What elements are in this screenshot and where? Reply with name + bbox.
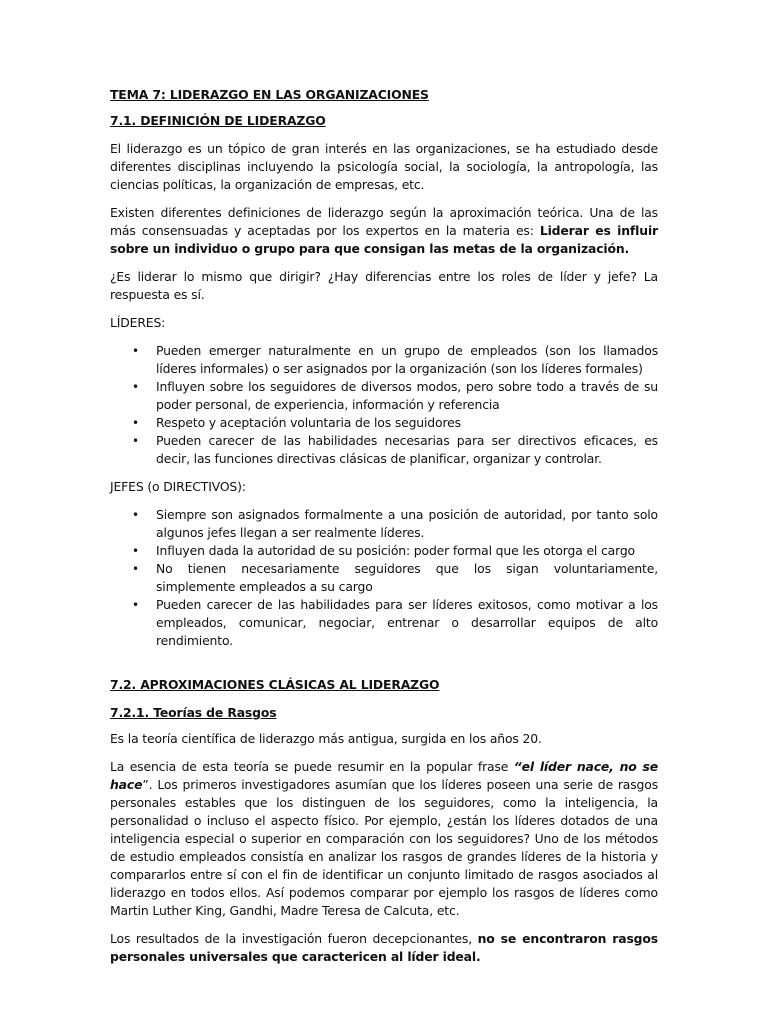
list-item xyxy=(110,432,658,468)
list-item xyxy=(110,414,658,432)
paragraph-traits-origin: Es la teoría científica de liderazgo más antigua, surgida en los años 20. xyxy=(110,731,542,746)
traits-quote: “el líder nace, no se hace xyxy=(110,759,658,792)
traits-text-post: ”. Los primeros investigadores asumían que los líderes poseen una serie de rasgos personales estables que los distinguen de los seguidores, como la inteligencia, la personalidad o incluso el aspecto físico. Por ejemplo, ¿están los líderes dotados de una inteligencia especial o superior en comparación con los seguidores? Uno de los métodos de estudio empleados consistía en analizar los rasgos de grandes líderes de la historia y compararlos entre sí con el fin de identificar un conjunto limitado de rasgos asociados al liderazgo en todos ellos. Así podemos comparar por ejemplo los rasgos de líderes como Martin Luther King, Gandhi, Madre Teresa de Calcuta, etc. xyxy=(110,777,658,918)
bullet-icon: • xyxy=(132,598,139,612)
list-item-text: No tienen necesariamente seguidores que los sigan voluntariamente, simplemente empleados a su cargo xyxy=(156,561,658,594)
list-item-text: Pueden carecer de las habilidades para ser líderes exitosos, como motivar a los empleados, comunicar, negociar, entrenar o desarrollar equipos de alto rendimiento. xyxy=(156,597,658,648)
section-7-2-heading: 7.2. APROXIMACIONES CLÁSICAS AL LIDERAZGO xyxy=(110,677,440,692)
section-7-1-heading: 7.1. DEFINICIÓN DE LIDERAZGO xyxy=(110,113,326,128)
list-item-text: Respeto y aceptación voluntaria de los seguidores xyxy=(156,415,461,430)
results-text: Los resultados de la investigación fueron decepcionantes, xyxy=(110,931,478,946)
document-title: TEMA 7: LIDERAZGO EN LAS ORGANIZACIONES xyxy=(110,87,429,102)
list-item-text: Influyen sobre los seguidores de diversos modos, pero sobre todo a través de su poder personal, de experiencia, información y referencia xyxy=(156,379,658,412)
jefes-label: JEFES (o DIRECTIVOS): xyxy=(110,479,246,494)
bullet-icon: • xyxy=(132,344,139,358)
document-body xyxy=(110,86,658,966)
jefes-list xyxy=(110,506,658,650)
list-item xyxy=(110,342,658,378)
bullet-icon: • xyxy=(132,508,139,522)
list-item-text: Pueden carecer de las habilidades necesarias para ser directivos eficaces, es decir, las funciones directivas clásicas de planificar, organizar y controlar. xyxy=(156,433,658,466)
traits-text-pre: La esencia de esta teoría se puede resumir en la popular frase xyxy=(110,759,514,774)
paragraph-intro: El liderazgo es un tópico de gran interés en las organizaciones, se ha estudiado desde diferentes disciplinas incluyendo la psicología social, la sociología, la antropología, las ciencias políticas, la organización de empresas, etc. xyxy=(110,141,658,192)
results-bold: no se encontraron rasgos personales universales que caractericen al líder ideal. xyxy=(110,931,658,964)
list-item-text: Pueden emerger naturalmente en un grupo de empleados (son los llamados líderes informales) o ser asignados por la organización (son los líderes formales) xyxy=(156,343,658,376)
list-item xyxy=(110,506,658,542)
bullet-icon: • xyxy=(132,416,139,430)
bullet-icon: • xyxy=(132,544,139,558)
lideres-list xyxy=(110,342,658,468)
list-item xyxy=(110,542,658,560)
definition-bold: Liderar es influir sobre un individuo o grupo para que consigan las metas de la organización. xyxy=(110,223,659,256)
list-item xyxy=(110,596,658,650)
definition-text: Existen diferentes definiciones de liderazgo según la aproximación teórica. Una de las más consensuadas y aceptadas por los expertos en la materia es: xyxy=(110,205,658,238)
bullet-icon: • xyxy=(132,380,139,394)
list-item xyxy=(110,560,658,596)
subsection-7-2-1-heading: 7.2.1. Teorías de Rasgos xyxy=(110,705,277,720)
paragraph-traits-essence xyxy=(110,758,658,920)
lideres-label: LÍDERES: xyxy=(110,315,166,330)
bullet-icon: • xyxy=(132,562,139,576)
paragraph-question: ¿Es liderar lo mismo que dirigir? ¿Hay diferencias entre los roles de líder y jefe? La respuesta es sí. xyxy=(110,269,658,302)
list-item xyxy=(110,378,658,414)
section-spacer xyxy=(110,660,658,676)
bullet-icon: • xyxy=(132,434,139,448)
paragraph-traits-results xyxy=(110,930,658,966)
list-item-text: Siempre son asignados formalmente a una posición de autoridad, por tanto solo algunos jefes llegan a ser realmente líderes. xyxy=(156,507,658,540)
list-item-text: Influyen dada la autoridad de su posición: poder formal que les otorga el cargo xyxy=(156,543,635,558)
paragraph-definition xyxy=(110,204,658,258)
